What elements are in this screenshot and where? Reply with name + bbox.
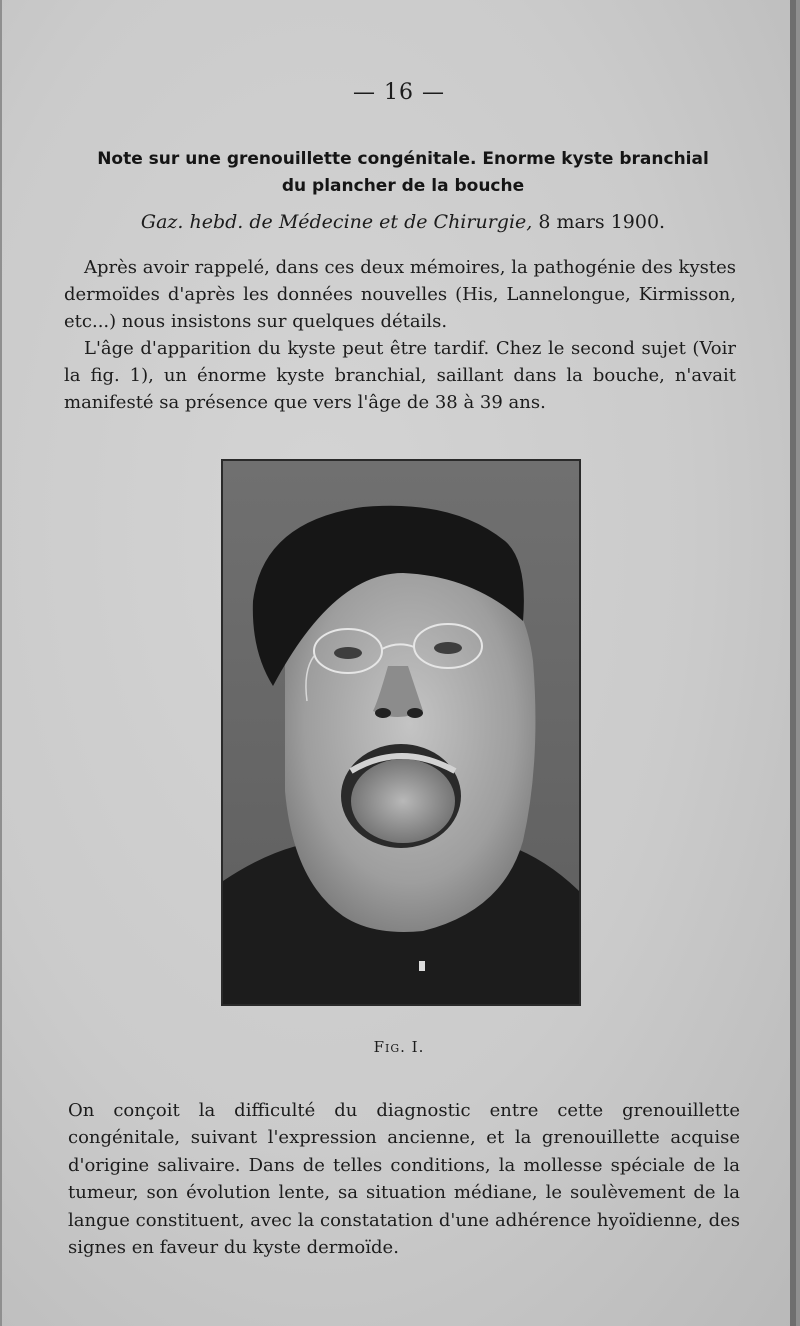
article-title-line-1: Note sur une grenouillette congénitale. Enorme kyste branchial bbox=[97, 149, 709, 169]
citation-date: 8 mars 1900. bbox=[532, 211, 666, 233]
figure-caption: Fig. I. bbox=[373, 1038, 425, 1056]
paragraph-2: L'âge d'apparition du kyste peut être tardif. Chez le second sujet (Voir la fig. 1), un énorme kyste branchial, saillant dans la bouche, n'avait manifesté sa présence que vers l'âge de 38 à 39 ans. bbox=[64, 338, 736, 413]
citation bbox=[62, 208, 744, 236]
paragraph-1: Après avoir rappelé, dans ces deux mémoires, la pathogénie des kystes dermoïdes d'après les données nouvelles (His, Lannelongue, Kirmisson, etc...) nous insistons sur quelques détails. bbox=[64, 257, 736, 332]
article-title bbox=[62, 146, 744, 200]
article-title-line-2: du plancher de la bouche bbox=[281, 176, 525, 196]
citation-journal: Gaz. hebd. de Médecine et de Chirurgie, bbox=[140, 211, 533, 233]
tongue-shape bbox=[351, 759, 455, 843]
page-number: — 16 — bbox=[353, 80, 445, 105]
patient-photograph bbox=[221, 459, 581, 1006]
page-edge bbox=[790, 0, 796, 1326]
patient-portrait-illustration bbox=[223, 461, 579, 1004]
paragraph-3: On conçoit la difficulté du diagnostic entre cette grenouillette congénitale, suivant l'expression ancienne, et la grenouillette acquise d'origine salivaire. Dans de telles conditions, la mollesse spéciale de la tumeur, son évolution lente, sa situation médiane, le soulèvement de la langue constituent, avec la constatation d'une adhérence hyoïdienne, des signes en faveur du kyste dermoïde. bbox=[68, 1100, 740, 1259]
document-page bbox=[2, 0, 796, 1326]
